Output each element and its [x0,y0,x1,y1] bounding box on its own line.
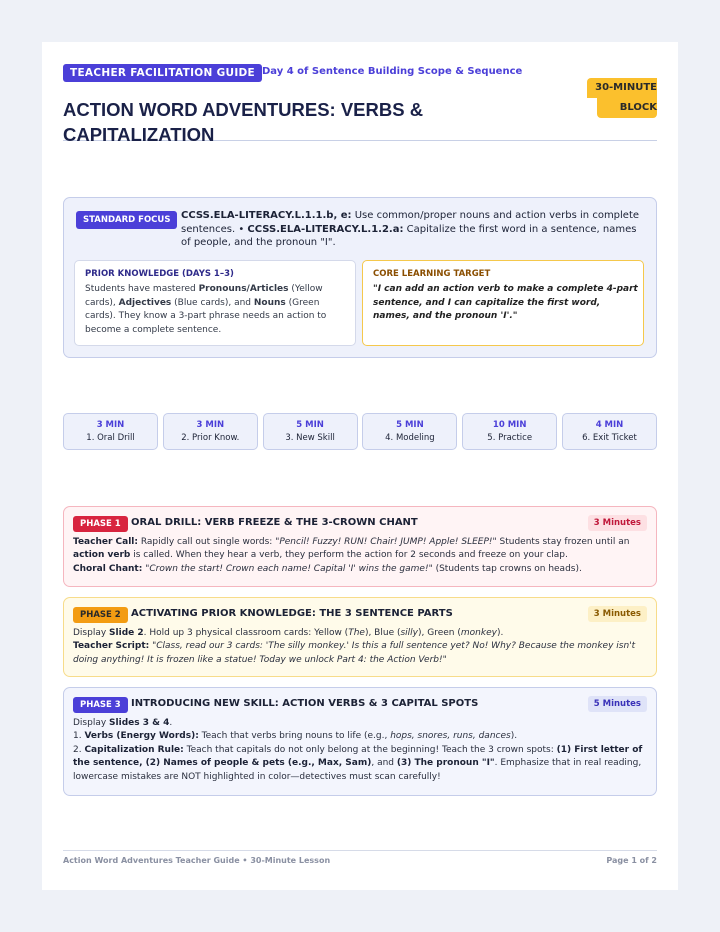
pk-text-3: (Blue cards), and [171,297,254,308]
p1-bold: action verb [73,550,131,561]
p3-text: . [169,718,173,728]
p2-italic: The [348,628,365,638]
core-target-text: "I can add an action verb to make a complete 4-part sentence, and I can capitalize the first word, names, and the pronoun 'I'." [373,284,638,321]
standard-text-2: Capitalize the first word in a sentence, names of people, and the pronoun "I". [181,223,637,248]
page-header [63,63,657,145]
lesson-timeline [63,413,657,451]
p2-bold: Slide 2 [109,628,144,638]
p2-italic: monkey [460,628,497,638]
guide-badge: TEACHER FACILITATION GUIDE [63,64,262,82]
pk-text-4: (Green cards). They know a 3-part phrase needs an action to become a complete sentence. [85,297,327,335]
p3-text: Display [73,718,110,728]
step-minutes: 5 MIN [396,420,424,430]
phase-2-badge: PHASE 2 [73,607,128,623]
standard-text-1: Use common/proper nouns and action verbs in complete sentences. • [181,210,640,235]
teacher-call-label: Teacher Call: [73,537,138,547]
p1-text: is called. When they hear a verb, they perform the action for 2 seconds and freeze on your clap. [130,550,568,561]
page-number: Page 1 of 2 [606,856,657,865]
p3-text: , and [371,758,397,769]
step-minutes: 10 MIN [492,420,527,430]
phase-1-badge: PHASE 1 [73,516,128,532]
timeline-step [163,413,258,450]
timeline-step [362,413,457,450]
phase-2-body [73,627,648,667]
page-footer [63,850,657,865]
guide-page [42,42,678,890]
p2-text: ). [496,628,504,638]
phase-3-title: INTRODUCING NEW SKILL: ACTION VERBS & 3 CAPITAL SPOTS [131,698,479,709]
page-title: ACTION WORD ADVENTURES: VERBS & CAPITALIZATION [63,99,424,145]
block-badge-line2: BLOCK [597,98,657,118]
standard-text [181,209,641,250]
p1-text: (Students tap crowns on heads). [432,563,582,574]
core-target-card [362,260,644,346]
timeline-step [562,413,657,450]
phase-3-time: 5 Minutes [588,696,647,712]
day-subtitle: Day 4 of Sentence Building Scope & Sequence [262,66,523,77]
p3-bold: (1) First letter of the sentence, (2) Names of people & pets (e.g., Max, Sam) [73,744,643,769]
step-label: 2. Prior Know. [181,433,240,443]
step-label: 3. New Skill [285,433,335,443]
standard-focus-panel [63,197,657,358]
p3-bold: Capitalization Rule: [84,744,184,755]
p3-bold: Slides 3 & 4 [109,718,170,728]
pk-text-2: (Yellow cards), [85,284,323,308]
p1-words: "Pencil! Fuzzy! RUN! Chair! JUMP! Apple! SLEEP!" [275,537,497,547]
p3-text: 2. [73,744,85,755]
footer-title: Action Word Adventures Teacher Guide • 30-Minute Lesson [63,856,331,865]
phase-1-time: 3 Minutes [588,515,647,531]
phase-2-card [63,597,657,677]
pk-bold-pronouns: Pronouns/Articles [198,284,289,294]
p1-text: Rapidly call out single words: [138,537,276,547]
p2-text: ), Green ( [418,628,461,638]
standard-code-2: CCSS.ELA-LITERACY.L.1.2.a: [247,223,404,235]
step-minutes: 3 MIN [196,420,225,430]
phase-3-badge: PHASE 3 [73,697,128,713]
p3-italic: hops, snores, runs, dances [390,731,511,742]
prior-knowledge-text [85,283,350,337]
prior-knowledge-title: PRIOR KNOWLEDGE (DAYS 1–3) [85,269,234,279]
phase-2-title: ACTIVATING PRIOR KNOWLEDGE: THE 3 SENTENCE PARTS [131,608,453,619]
prior-knowledge-card [74,260,356,346]
p3-text: ). [510,731,518,742]
pk-bold-adjectives: Adjectives [118,297,172,308]
phase-3-body [73,717,648,784]
p2-text: ), Blue ( [364,628,401,638]
step-minutes: 4 MIN [595,420,624,430]
p3-text: Teach that capitals do not only belong at the beginning! Teach the 3 crown spots: [183,744,557,755]
p2-script: "Class, read our 3 cards: 'The silly monkey.' Is this a full sentence yet? No! Why? Because the monkey isn't doing anything! It is frozen like a statue! Today we unlock Part 4: the Action Verb!" [73,641,636,665]
standard-code-1: CCSS.ELA-LITERACY.L.1.1.b, e: [181,210,352,221]
p3-bold: (3) The pronoun "I" [396,758,495,769]
p2-text: . Hold up 3 physical classroom cards: Yellow ( [143,628,349,638]
p1-chant: "Crown the start! Crown each name! Capital 'I' wins the game!" [145,563,433,574]
phase-1-body [73,536,648,576]
block-badge-line1: 30-MINUTE [587,78,657,98]
core-target-title: CORE LEARNING TARGET [373,269,491,279]
step-label: 5. Practice [487,433,533,443]
step-label: 1. Oral Drill [86,433,135,443]
timeline-step [462,413,557,450]
step-minutes: 5 MIN [296,420,324,430]
p3-text: 1. [73,731,85,742]
p1-text: Students stay frozen until an [496,537,630,547]
step-minutes: 3 MIN [96,420,125,430]
timeline-step [263,413,358,450]
teacher-script-label: Teacher Script: [73,641,150,652]
p3-text: . Emphasize that in real reading, lowercase mistakes are NOT highlighted in color—detectives must scan carefully! [73,758,642,782]
phase-3-card [63,687,657,796]
p2-text: Display [73,628,110,638]
choral-chant-label: Choral Chant: [73,563,143,574]
standard-focus-badge: STANDARD FOCUS [76,211,177,229]
p3-text: Teach that verbs bring nouns to life (e.g., [198,731,391,742]
phase-2-time: 3 Minutes [588,606,647,622]
step-label: 4. Modeling [385,433,435,443]
pk-text-1: Students have mastered [85,284,199,294]
step-label: 6. Exit Ticket [582,433,637,443]
block-duration-badge [585,78,657,118]
phase-1-title: ORAL DRILL: VERB FREEZE & THE 3-CROWN CHANT [131,517,418,528]
timeline-step [63,413,158,450]
p3-bold: Verbs (Energy Words): [84,731,199,742]
phase-1-card [63,506,657,587]
pk-bold-nouns: Nouns [253,297,286,308]
p2-italic: silly [400,628,419,638]
